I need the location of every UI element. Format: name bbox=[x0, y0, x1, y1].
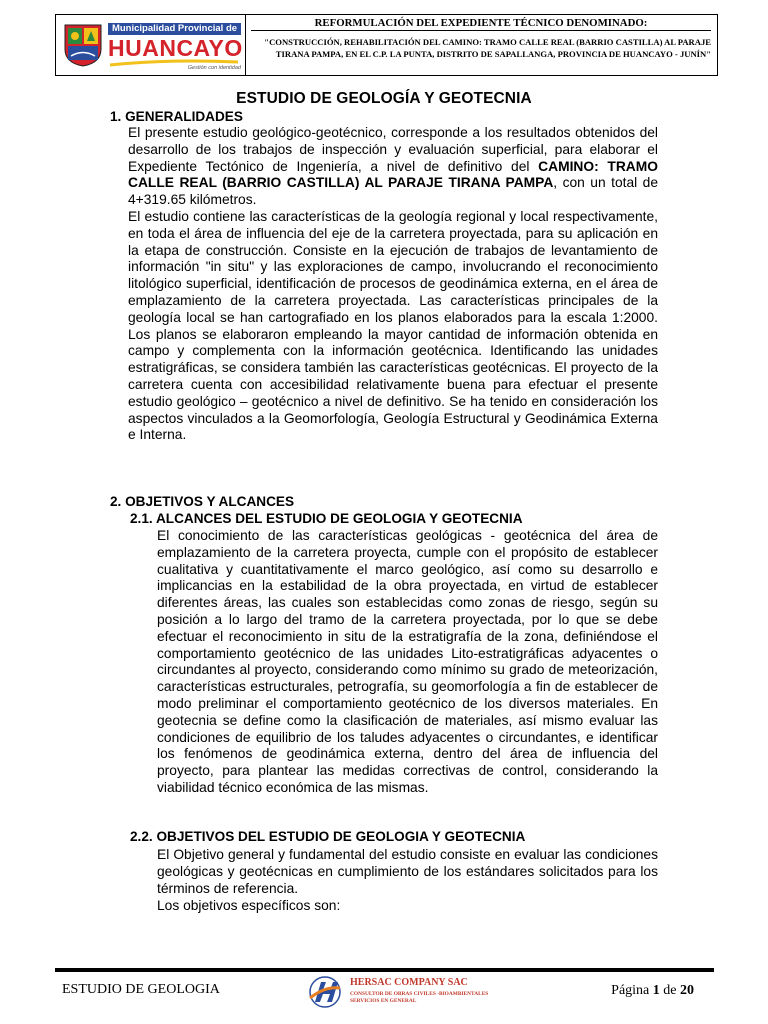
project-heading: REFORMULACIÓN DEL EXPEDIENTE TÉCNICO DENOMINADO: bbox=[251, 17, 711, 31]
footer-rule bbox=[55, 968, 714, 972]
project-name-line1: "CONSTRUCCIÓN, REHABILITACIÓN DEL CAMINO: TRAMO CALLE REAL (BARRIO CASTILLA) AL PARAJE bbox=[264, 37, 711, 47]
municipality-shield-icon bbox=[63, 23, 103, 67]
total-pages: 20 bbox=[680, 983, 694, 998]
section-2-2-heading: 2.2. OBJETIVOS DEL ESTUDIO DE GEOLOGIA Y GEOTECNIA bbox=[130, 829, 526, 844]
section-2-2-paragraph: El Objetivo general y fundamental del estudio consiste en evaluar las condiciones geológicas y geotécnicas en cumplimiento de los estándares solicitados para los términos de referencia. bbox=[157, 847, 658, 896]
document-title: ESTUDIO DE GEOLOGÍA Y GEOTECNIA bbox=[236, 90, 532, 107]
municipality-tagline: Gestión con identidad bbox=[187, 65, 241, 71]
section-1-heading: 1. GENERALIDADES bbox=[110, 109, 243, 124]
section-2-1-heading: 2.1. ALCANCES DEL ESTUDIO DE GEOLOGIA Y GEOTECNIA bbox=[130, 511, 523, 526]
section-2-1-paragraph: El conocimiento de las características geológicas - geotécnica del área de emplazamiento de la carretera proyecta, cumple con el propósito de establecer cualitativa y cuantitativamente el marco geológico, así como su desarrollo e implicancias en la estabilidad de la obra proyectada, en virtud de establecer diferentes áreas, las cuales son establecidas como zonas de riesgo, según su posición a lo largo del tramo de la carretera proyectada, por lo que se debe efectuar el reconocimiento in situ de la estratigrafía de la zona, definiéndose el comportamiento geotécnico de las unidades Lito-estratigráficas adyacentes o circundantes al proyecto, considerando como mínimo su grado de meteorización, características estructurales, petrografía, su geomorfología a fin de establecer de modo preliminar el comportamiento geotécnico de los diversos materiales. En geotecnia se define como la clasificación de materiales, así mismo evaluar las condiciones de equilibrio de los taludes adyacentes o circundantes, e identificar los fenómenos de geodinámica externa, dentro del área de influencia del proyecto, para plantear las medidas correctivas de control, considerando la viabilidad técnico económica de las mismas. bbox=[157, 528, 658, 795]
page-number bbox=[611, 983, 694, 999]
section-2-heading: 2. OBJETIVOS Y ALCANCES bbox=[110, 494, 295, 509]
project-name-line2: TIRANA PAMPA, EN EL C.P. LA PUNTA, DISTRITO DE SAPALLANGA, PROVINCIA DE HUANCAYO - JUNÍN" bbox=[275, 49, 711, 59]
company-subtitle bbox=[350, 991, 520, 1004]
municipality-logo bbox=[56, 15, 246, 75]
footer-document-name: ESTUDIO DE GEOLOGIA bbox=[62, 982, 220, 997]
company-subtitle-line2: SERVICIOS EN GENERAL bbox=[350, 997, 417, 1004]
page-of: de bbox=[663, 983, 677, 998]
municipality-city: HUANCAYO bbox=[108, 35, 243, 61]
company-name: HERSAC COMPANY SAC bbox=[350, 977, 468, 988]
project-title-block bbox=[252, 15, 715, 75]
page-header bbox=[55, 14, 718, 76]
paragraph-text: El presente estudio geológico-geotécnico, corresponde a los resultados obtenidos del desarrollo de los trabajos de inspección y evaluación superficial, para elaborar el Expediente Tectónico de Ingeniería, a nivel de definitivo del bbox=[128, 125, 658, 174]
section-1-paragraph-2: El estudio contiene las características de la geología regional y local respectivamente, en toda el área de influencia del eje de la carretera proyectada, para su aplicación en la etapa de construcción. Consiste en la ejecución de trabajos de levantamiento de información "in situ" y las exploraciones de campo, involucrando el reconocimiento litológico superficial, identificación de procesos de geodinámica externa, en el área de emplazamiento de la carretera proyectada. Las características principales de la geología local se han cartografiado en los planos elaborados para la escala 1:2000. Los planos se elaboraron empleando la mayor cantidad de información obtenida en campo y complementa con la información geotécnica. Identificando las unidades estratigráficas, se considera también las características geotécnicas. El proyecto de la carretera cuenta con accesibilidad relativamente buena para efectuar el presente estudio geológico – geotécnico a nivel de definitivo. Se ha tenido en consideración los aspectos vinculados a la Geomorfología, Geología Estructural y Geodinámica Externa e Interna. bbox=[128, 209, 658, 443]
company-logo-icon bbox=[306, 976, 344, 1008]
municipality-name: Municipalidad Provincial de bbox=[108, 23, 241, 35]
page-word: Página bbox=[611, 983, 650, 998]
project-name-bold: CAMINO: TRAMO CALLE REAL (BARRIO CASTILLA) AL PARAJE TIRANA PAMPA bbox=[128, 158, 658, 191]
paragraph-text: , con un total de 4+319.65 kilómetros. bbox=[128, 175, 658, 208]
section-2-2-paragraph-2: Los objetivos específicos son: bbox=[157, 898, 341, 913]
section-1-paragraph-1 bbox=[128, 125, 658, 209]
company-subtitle-line1: CONSULTOR DE OBRAS CIVILES -BIOAMBIENTALES bbox=[350, 991, 489, 997]
current-page: 1 bbox=[652, 983, 660, 998]
